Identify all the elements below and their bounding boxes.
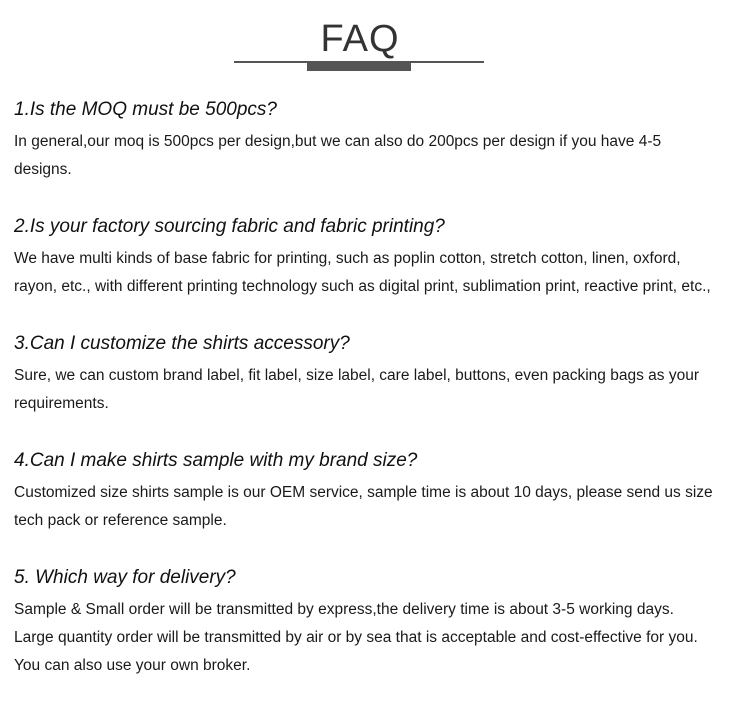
faq-answer-1 <box>14 128 739 184</box>
faq-answer-4-line-2: tech pack or reference sample. <box>14 512 227 529</box>
faq-answer-3-line-1: Sure, we can custom brand label, fit label, size label, care label, buttons, even packing bags as your <box>14 367 699 384</box>
faq-answer-5 <box>14 596 739 680</box>
faq-question-5: 5. Which way for delivery? <box>14 567 236 588</box>
faq-answer-4 <box>14 479 739 535</box>
faq-item-3 <box>14 332 739 418</box>
faq-item-5 <box>14 566 739 680</box>
faq-question-1: 1.Is the MOQ must be 500pcs? <box>14 99 277 120</box>
faq-question-2: 2.Is your factory sourcing fabric and fabric printing? <box>14 216 445 237</box>
faq-answer-5-line-2: Large quantity order will be transmitted by air or by sea that is acceptable and cost-effective for you. <box>14 629 698 646</box>
faq-answer-3-line-2: requirements. <box>14 395 109 412</box>
faq-header <box>0 0 750 80</box>
faq-item-4 <box>14 449 739 535</box>
faq-answer-2-line-1: We have multi kinds of base fabric for printing, such as poplin cotton, stretch cotton, linen, oxford, <box>14 250 681 267</box>
faq-answer-4-line-1: Customized size shirts sample is our OEM service, sample time is about 10 days, please send us size <box>14 484 713 501</box>
faq-answer-2 <box>14 245 739 301</box>
faq-question-4: 4.Can I make shirts sample with my brand size? <box>14 450 418 471</box>
title-underline-accent <box>307 63 411 71</box>
faq-question-3: 3.Can I customize the shirts accessory? <box>14 333 350 354</box>
page-title: FAQ <box>320 18 400 60</box>
faq-answer-5-line-1: Sample & Small order will be transmitted by express,the delivery time is about 3-5 working days. <box>14 601 674 618</box>
faq-item-2 <box>14 215 739 301</box>
faq-answer-3 <box>14 362 739 418</box>
faq-item-1 <box>14 98 739 184</box>
faq-answer-5-line-3: You can also use your own broker. <box>14 657 251 674</box>
faq-answer-1-line-2: designs. <box>14 161 72 178</box>
faq-answer-2-line-2: rayon, etc., with different printing technology such as digital print, sublimation print, reactive print, etc., <box>14 278 711 295</box>
faq-answer-1-line-1: In general,our moq is 500pcs per design,but we can also do 200pcs per design if you have 4-5 <box>14 133 662 150</box>
